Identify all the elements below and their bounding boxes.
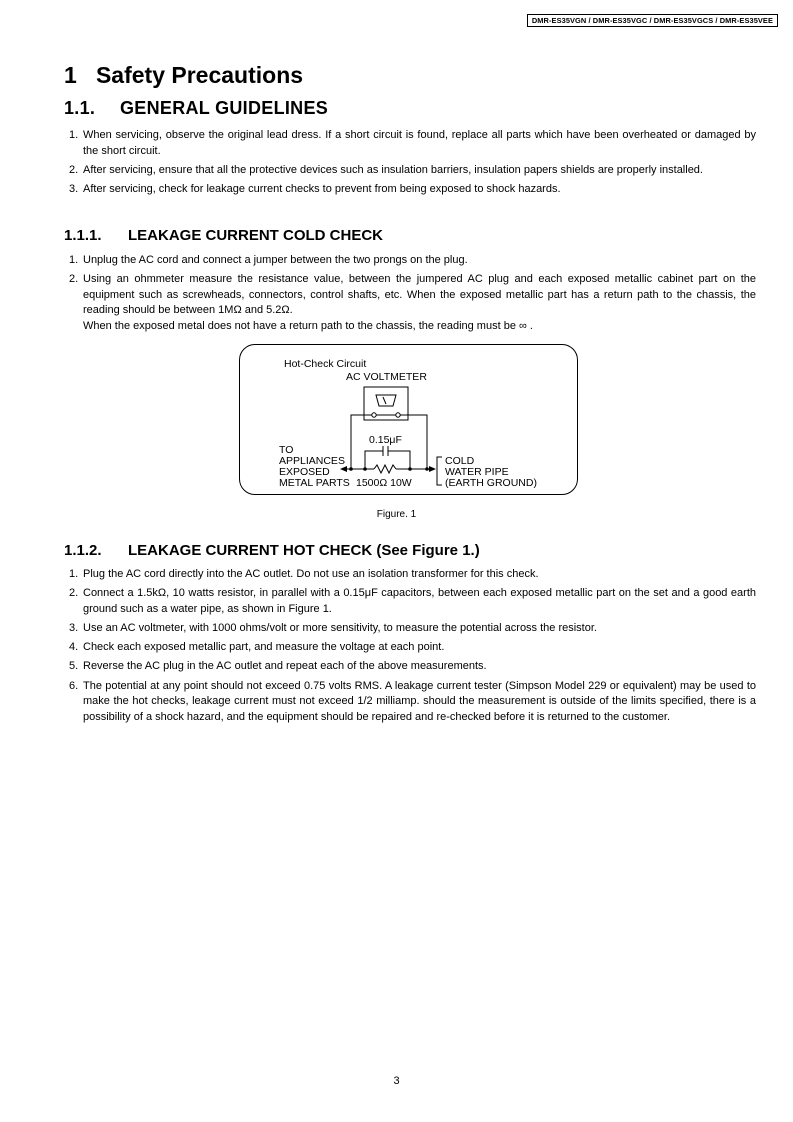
- right-label-line-2: WATER PIPE: [445, 466, 509, 478]
- list-item: [64, 679, 756, 726]
- item-number: 2.: [69, 163, 79, 176]
- item-number: 1.: [69, 129, 79, 141]
- section-hot-heading: [64, 542, 480, 559]
- water-pipe-bracket: [437, 457, 442, 485]
- list-item: [64, 182, 756, 198]
- figure-caption: Figure. 1: [376, 509, 417, 520]
- figure-title: Hot-Check Circuit: [284, 358, 367, 370]
- chapter-title: 1 Safety Precautions: [64, 62, 304, 88]
- list-item: [64, 640, 756, 656]
- resistor-label: 1500Ω 10W: [356, 477, 412, 489]
- section-number: 1.1.1.: [64, 227, 102, 244]
- item-number: 6.: [69, 679, 79, 692]
- section-number: 1.1.: [64, 98, 96, 118]
- arrow-right-icon: [429, 466, 436, 472]
- list-item: [64, 272, 756, 334]
- list-item: [64, 163, 756, 179]
- list-item: [64, 128, 756, 159]
- list-item: [64, 621, 756, 637]
- left-label-line-4: METAL PARTS: [279, 477, 350, 489]
- item-number: 1.: [69, 568, 79, 580]
- list-item: [64, 253, 756, 269]
- item-text: Use an AC voltmeter, with 1000 ohms/volt or more sensitivity, to measure the potential across the resistor.: [83, 621, 597, 634]
- section-general-heading: [64, 98, 328, 119]
- voltmeter-label: AC VOLTMETER: [346, 371, 427, 383]
- right-label-line-1: COLD: [445, 455, 475, 467]
- list-item: [64, 659, 756, 675]
- general-guidelines-list: [64, 128, 756, 201]
- item-text: Check each exposed metallic part, and measure the voltage at each point.: [83, 641, 445, 654]
- circuit-diagram: [240, 345, 579, 496]
- hot-check-circuit-figure: [239, 344, 578, 495]
- list-item: [64, 567, 756, 583]
- item-text: The potential at any point should not exceed 0.75 volts RMS. A leakage current tester (Simpson Model 229 or equivalent) may be used to make the hot checks, leakage current must not exceed 1/2 milliamp. should the measurement is outside of the limits specified, there is a possibility of a shock hazard, and the equipment should be repaired and re-checked before it is returned to the customer.: [83, 679, 756, 723]
- terminal-right-icon: [396, 413, 400, 417]
- item-text: After servicing, ensure that all the protective devices such as insulation barriers, insulation papers shields are properly installed.: [83, 163, 703, 176]
- item-text: Unplug the AC cord and connect a jumper between the two prongs on the plug.: [83, 254, 468, 266]
- left-label-line-3: EXPOSED: [279, 466, 330, 478]
- left-label-line-2: APPLIANCES: [279, 455, 345, 467]
- item-number: 2.: [69, 273, 79, 286]
- section-title: GENERAL GUIDELINES: [120, 98, 329, 118]
- item-number: 4.: [69, 641, 79, 654]
- terminal-left-icon: [372, 413, 376, 417]
- item-text: After servicing, check for leakage current checks to prevent from being exposed to shock hazards.: [83, 182, 561, 195]
- item-text: Connect a 1.5kΩ, 10 watts resistor, in parallel with a 0.15μF capacitors, between each exposed metallic part on the set and a good earth ground such as a water pipe, as shown in Figure 1.: [83, 587, 756, 615]
- resistor-zigzag: [374, 465, 396, 473]
- item-number: 1.: [69, 254, 79, 266]
- item-number: 2.: [69, 587, 79, 600]
- item-text: Reverse the AC plug in the AC outlet and repeat each of the above measurements.: [83, 660, 487, 673]
- item-text-continued: When the exposed metal does not have a return path to the chassis, the reading must be ∞ .: [83, 319, 533, 332]
- section-title: LEAKAGE CURRENT HOT CHECK (See Figure 1.): [128, 542, 480, 559]
- right-label-line-3: (EARTH GROUND): [445, 477, 537, 489]
- section-cold-heading: [64, 227, 383, 244]
- model-numbers-header: DMR-ES35VGN / DMR-ES35VGC / DMR-ES35VGCS / DMR-ES35VEE: [527, 14, 778, 27]
- hot-check-list: [64, 567, 756, 729]
- list-item: [64, 586, 756, 617]
- item-text: When servicing, observe the original lead dress. If a short circuit is found, replace all parts which have been overheated or damaged by the short circuit.: [83, 129, 756, 157]
- cold-check-list: [64, 253, 756, 338]
- item-text: Using an ohmmeter measure the resistance value, between the jumpered AC plug and each exposed metallic cabinet part on the equipment such as screwheads, connectors, control shafts, etc. When the exposed metallic part has a return path to the chassis, the reading should be between 1MΩ and 5.2Ω.: [83, 273, 756, 317]
- section-number: 1.1.2.: [64, 542, 102, 559]
- meter-face-icon: [376, 395, 396, 406]
- capacitor-label: 0.15μF: [369, 434, 402, 446]
- item-number: 5.: [69, 660, 79, 673]
- left-label-line-1: TO: [279, 444, 294, 456]
- item-number: 3.: [69, 621, 79, 634]
- section-title: LEAKAGE CURRENT COLD CHECK: [128, 227, 383, 244]
- item-number: 3.: [69, 182, 79, 195]
- item-text: Plug the AC cord directly into the AC outlet. Do not use an isolation transformer for this check.: [83, 568, 539, 580]
- page-number: 3: [393, 1075, 400, 1087]
